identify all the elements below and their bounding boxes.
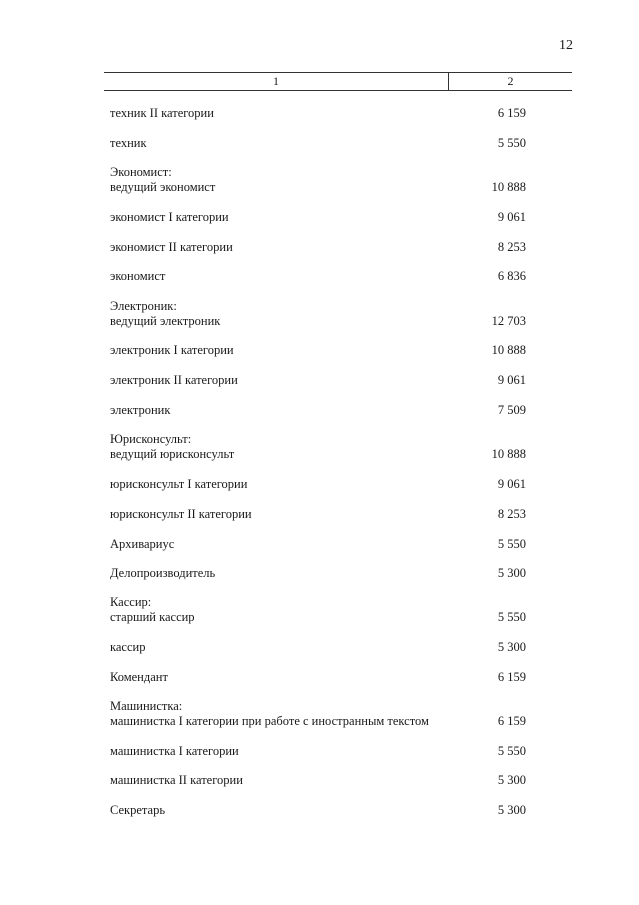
row-value: 10 888 [491,343,526,357]
row-label: старший кассир [110,610,195,624]
row-value: 7 509 [497,403,526,417]
row-label: экономист [110,269,166,283]
row-value: 9 061 [497,373,526,387]
row-group-title: Экономист: [110,165,172,179]
row-value: 5 550 [497,610,526,624]
row-label: ведущий электроник [110,314,221,328]
row-value: 6 159 [497,106,526,120]
table-header [104,72,572,91]
row-label: электроник [110,403,171,417]
row-label: Делопроизводитель [110,566,216,580]
row-value: 10 888 [491,447,526,461]
row-group-title: Юрисконсульт: [110,432,192,446]
row-value: 8 253 [497,240,526,254]
row-value: 5 550 [497,136,526,150]
row-label: юрисконсульт I категории [110,477,248,491]
row-label: экономист I категории [110,210,229,224]
row-label: Архивариус [110,537,175,551]
row-value: 5 550 [497,744,526,758]
row-value: 9 061 [497,477,526,491]
row-label: Секретарь [110,803,166,817]
row-label: ведущий экономист [110,180,216,194]
row-label: машинистка I категории [110,744,239,758]
row-label: юрисконсульт II категории [110,507,252,521]
row-label: машинистка I категории при работе с иностранным текстом [110,714,429,728]
row-label: Комендант [110,670,168,684]
row-value: 10 888 [491,180,526,194]
row-group-title: Электроник: [110,299,177,313]
row-label: машинистка II категории [110,773,243,787]
row-value: 6 159 [497,714,526,728]
row-label: экономист II категории [110,240,233,254]
row-label: кассир [110,640,146,654]
row-value: 12 703 [491,314,526,328]
row-label: электроник I категории [110,343,234,357]
row-value: 5 300 [497,640,526,654]
row-value: 6 836 [497,269,526,283]
row-label: ведущий юрисконсульт [110,447,235,461]
row-value: 5 550 [497,537,526,551]
column-header-2: 2 [507,74,514,88]
row-label: электроник II категории [110,373,238,387]
row-value: 6 159 [497,670,526,684]
row-group-title: Кассир: [110,595,152,609]
row-value: 5 300 [497,803,526,817]
row-value: 5 300 [497,773,526,787]
row-label: техник [110,136,147,150]
row-value: 5 300 [497,566,526,580]
row-group-title: Машинистка: [110,699,183,713]
row-label: техник II категории [110,106,214,120]
column-header-1: 1 [104,73,449,90]
page-number: 12 [559,38,573,53]
row-value: 9 061 [497,210,526,224]
row-value: 8 253 [497,507,526,521]
